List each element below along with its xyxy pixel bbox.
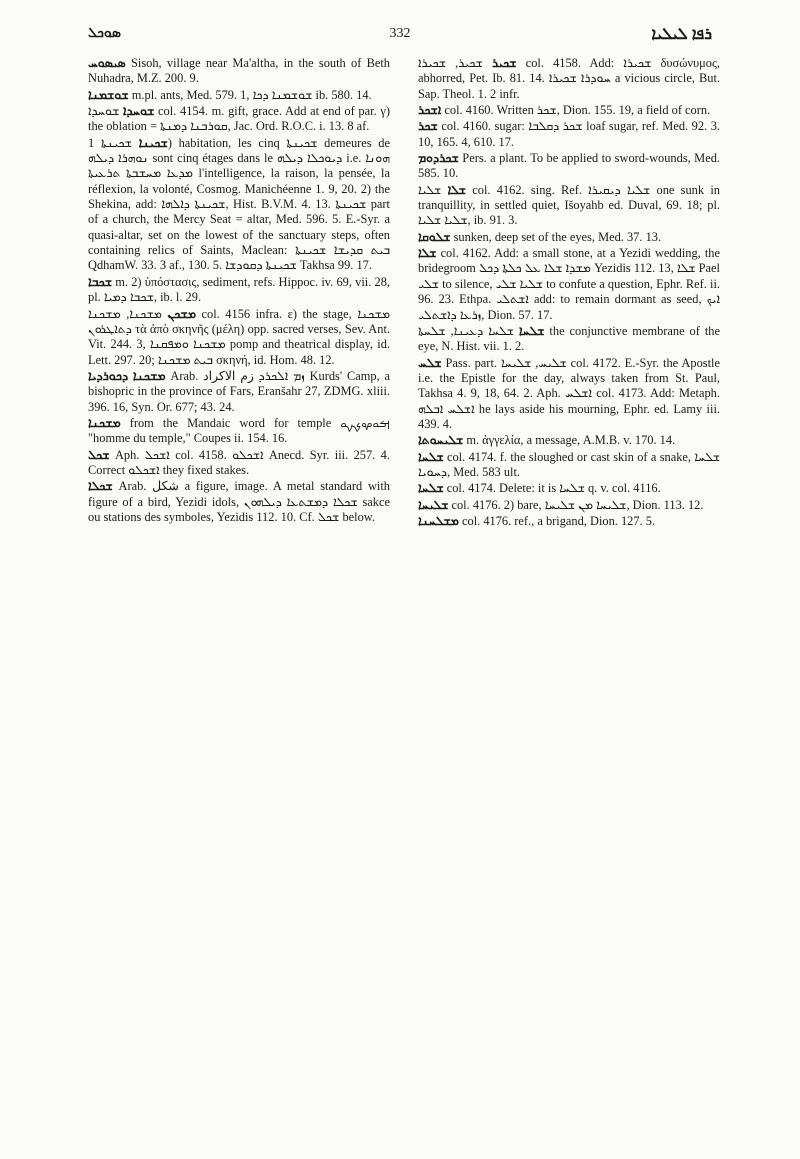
entry-text: col. 4174. f. the sloughed or cast skin of a snake, ܫܠܚܐ ܕܚܘܝܐ, Med. 583 ult. — [418, 449, 720, 479]
entry-text: from the Mandaic word for temple ࡌࡀࡔࡊࡍࡀ "homme du temple," Coupes ii. 154. 16. — [88, 415, 390, 446]
dictionary-entry — [88, 88, 390, 103]
entry-headword: ܫܠܝܚܘܬܐ — [418, 433, 464, 448]
dictionary-entry — [418, 450, 720, 481]
entry-headword: ܫܘܫܡܢܐ — [88, 87, 129, 102]
dictionary-entry — [418, 183, 720, 229]
dictionary-entry — [88, 307, 390, 368]
dictionary-entry — [418, 56, 720, 102]
entry-text: Arab. ܙܡ ܐܠܟܪܕ زم الاكراد Kurds' Camp, a bishopric in the province of Fars, Eranšahr 27, ZDMG. xliii. 396. 16, Syn. Or. 677; 43. 24. — [88, 368, 390, 414]
dictionary-entry — [418, 230, 720, 245]
entry-text: ܫܠܚܐ ܕܥܝܢܐ, ܫܠܚܬܐ the conjunctive membrane of the eye, N. Hist. vii. 1. 2. — [418, 323, 720, 354]
dictionary-entry — [88, 416, 390, 447]
dictionary-entry — [88, 448, 390, 479]
entry-text: col. 4174. Delete: it is ܫܠܚܐ q. v. col. 4116. — [446, 481, 661, 496]
entry-headword: ܫܠܘܩܐ — [418, 229, 451, 244]
entry-headword: ܫܠܐ — [418, 246, 437, 261]
dictionary-entry — [418, 433, 720, 448]
dictionary-entry — [88, 275, 390, 306]
entry-text: Pers. a plant. To be applied to sword-wounds, Med. 585. 10. — [418, 151, 720, 181]
page-number: 332 — [389, 26, 411, 41]
running-head-left: ܣܘܟܠ — [88, 26, 121, 41]
entry-text: col. 4160. sugar: ܫܟܪ ܕܩܠܒܐ loaf sugar, ref. Med. 92. 3. 10, 165. 4, 610. 17. — [418, 119, 720, 149]
dictionary-entry — [418, 103, 720, 118]
entry-text: col. 4176. 2) bare, ܫܠܝܚܐ ܡܢ ܫܠܝܚܐ, Dion. 113. 12. — [451, 497, 704, 512]
page-header — [88, 26, 712, 50]
entry-headword: ܡܫܠܚܢܐ — [418, 513, 459, 528]
entry-text: col. 4160. Written ܫܟܪ, Dion. 155. 19, a field of corn. — [444, 103, 711, 118]
entry-text: col. 4176. ref., a brigand, Dion. 127. 5. — [462, 513, 656, 528]
entry-headword: ܣܝܣܘܚ — [88, 56, 126, 70]
dictionary-entry — [418, 246, 720, 323]
entry-text: col. 4162. Add: a small stone, at a Yezidi wedding, the bridegroom ܡܫܕܐ ܫܠܐ ܥܠ ܟܠܬܐ ܕܟܠ Yezidis 112. 13, ܫܠܐ Pael ܫܠܝ to silence, ܫܠܝܐ ܫܠܝ to confute a question, Ephr. Ref. ii. 96. 23. Ethpa. ܐܫܬܠܝ add: to remain dormant as seed, ܐܝܟ ܙܪܥܐ ܕܐܫܬܠܝ, Dion. 57. 17. — [418, 246, 720, 322]
entry-headword: ܫܠܝܚܐ — [418, 497, 449, 512]
entry-headword: ܫܠܚܐ — [518, 323, 545, 338]
entry-headword: ܫܠܚܐ — [418, 449, 444, 464]
dictionary-entry — [418, 514, 720, 529]
entry-text: ܡܫܟܢܐ, ܡܫܟܢܐ col. 4156 infra. ε) the stage, ܡܫܟܢܐ ܕܬܐܛܪܘܢ τὰ ἀπὸ σκηνῆς (μέλη) opp. sacred verses, Sev. Ant. Vit. 244. 3, ܡܫܟܢܐ ܘܡܦܩܢܐ pomp and theatrical display, id. Lett. 297. 20; ܒܝܬ ܡܫܟܢܐ σκηνή, id. Hom. 48. 12. — [88, 306, 390, 367]
right-column — [418, 56, 720, 1136]
left-column — [88, 56, 390, 1136]
dictionary-entry — [418, 356, 720, 433]
entry-headword: ܡܫܟܢܐ — [88, 415, 121, 430]
dictionary-entry — [418, 119, 720, 150]
entry-headword: ܫܟܠܐ — [88, 479, 113, 494]
entry-headword: ܫܟܒܐ — [88, 274, 113, 289]
entry-text: Aph. ܐܫܟܠ col. 4158. ܐܫܟܠܘ Anecd. Syr. iii. 257. 4. Correct ܐܫܟܠܘ they fixed stakes. — [88, 447, 390, 477]
entry-headword: ܫܟܪܕܘܡ — [418, 151, 459, 166]
dictionary-entry — [88, 56, 390, 87]
dictionary-entry — [88, 369, 390, 415]
dictionary-entry — [88, 136, 390, 274]
entry-text: Pass. part. ܫܠܝܚ, ܫܠܝܚܐ col. 4172. E.-Syr. the Apostle i.e. the Epistle for the day, always taken from St. Paul, Takhsa 4. 9, 18, 64. 2. Aph. ܐܫܠܚ col. 4173. Add: Metaph. ܐܫܠܚ ܐܒܠܗ he lays aside his mourning, Ephr. ed. Lamy iii. 439. 4. — [418, 355, 720, 431]
entry-text: m. ἀγγελία, a message, A.M.B. v. 170. 14. — [466, 433, 676, 448]
entry-headword: ܡܫܟܢ — [167, 306, 196, 321]
entry-headword: ܫܘܚܕܐ — [123, 104, 155, 119]
dictionary-entry — [88, 104, 390, 135]
entry-headword: ܫܠܚ — [418, 355, 442, 370]
entry-headword: ܫܠܚܐ — [418, 481, 444, 496]
entry-text: m. 2) ὑπόστασις, sediment, refs. Hippoc. iv. 69, vii. 28, pl. ܫܟܒܐ ܕܡܝܐ, ib. l. 29. — [88, 274, 390, 305]
entry-headword: ܫܠܐ — [447, 182, 466, 197]
entry-headword: ܫܟܠ — [88, 447, 110, 462]
entry-text: m.pl. ants, Med. 579. 1, ܫܘܫܡܢܐ ܕܟܐ ib. 580. 14. — [131, 87, 372, 102]
dictionary-entry — [418, 498, 720, 513]
entry-headword: ܡܫܟܢܐ ܕܟܘܪܕܝܐ — [88, 368, 166, 383]
entry-headword: ܫܟܝܪ — [491, 56, 517, 70]
entry-headword: ܫܟܪ — [418, 119, 438, 134]
dictionary-entry — [418, 324, 720, 355]
dictionary-entry — [418, 151, 720, 182]
entry-text: sunken, deep set of the eyes, Med. 37. 13. — [453, 229, 662, 244]
entry-text: ܫܘܚܕܐ col. 4154. m. gift, grace. Add at end of par. γ) the oblation = ܩܘܪܒܢܐ ܕܡܢܬܐ, Jac. Ord. R.O.C. i. 13. 8 af. — [88, 104, 390, 134]
entry-text: ܫܠܝܐ col. 4162. sing. Ref. ܫܠܝܐ ܕܝܩܝܪܐ one sunk in tranquillity, in settled quiet, Išoyahb ed. Duval, 69. 18; pl. ܫܠܝܐ ܫܠܝܐ, ib. 91. 3. — [418, 182, 720, 228]
entry-text: Arab. شكل a figure, image. A metal standard with figure of a bird, Yezidi idols, ܫܟܠܐ ܕܡܫܬܥܐ ܕܝܠܗܘܢ sakce ou stations des symboles, Yezidis 112. 10. Cf. ܫܟܠ below. — [88, 479, 390, 524]
entry-text: Sisoh, village near Ma'altha, in the south of Beth Nuhadra, M.Z. 200. 9. — [88, 56, 390, 86]
entry-text: ܫܟܝܢܬܐ 1) habitation, les cinq ܫܟܝܢܬܐ demeures de ܢܘܗܪܐ ܕܝܠܗ sont cinq étages dans le ܕܝܘܟܠܐ ܕܝܠܗ i.e. ܗܘܢܐ ܡܕܥܐ ܡܚܫܒܬܐ ܬܪܥܝܬܐ l'intelligence, la raison, la pensée, la réflexion, la volonté, Cosmog. Manichéenne 1. 9, 20. 2) the Shekina, add: ܫܟܝܢܬܐ ܕܐܠܗܐ, Hist. B.V.M. 4. 13. ܫܟܝܢܬܐ part of a church, the Mercy Seat = altar, Med. 596. 5. E.-Syr. a quasi-altar, set on the lowest of the sanctuary steps, often containing relics of Saints, Maclean: ܒܝܬ ܩܕܝܫܐ ܫܟܝܢܬܐ QdhamW. 33. 3 af., 130. 5. ܫܟܝܢܬܐ ܕܩܘܕܫܐ Takhsa 99. 17. — [88, 135, 390, 273]
entry-headword: ܐܫܟܪ — [418, 103, 442, 118]
running-head-right: ܪܦܐ ܠܝܠܝܐ — [651, 26, 712, 43]
dictionary-entry — [88, 479, 390, 525]
entry-headword: ܫܟܝܢܐ — [138, 135, 168, 150]
entry-text: ܫܟܝܪ, ܫܟܝܪܐ col. 4158. Add: ܫܟܝܪܐ δυσώνυμος, abhorred, Pet. Ib. 81. 14. ܚܘܕܪܐ ܫܟܝܪܐ a vicious circle, But. Sap. Theol. 1. 2 infr. — [418, 56, 720, 101]
dictionary-entry — [418, 481, 720, 496]
